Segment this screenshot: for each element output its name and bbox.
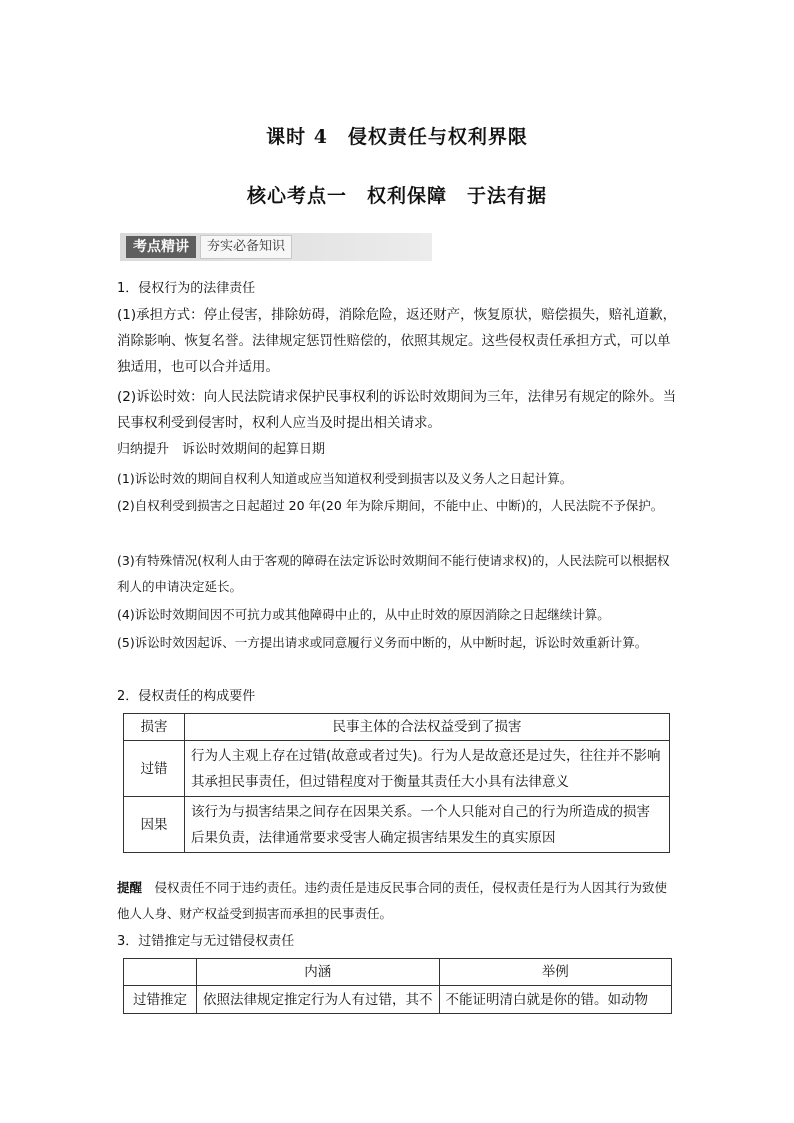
- summary-item-5: (5)诉讼时效因起诉、一方提出请求或同意履行义务而中断的，从中断时起，诉讼时效重新计算。: [117, 635, 648, 650]
- banner-subtitle: 夯实必备知识: [200, 235, 292, 259]
- row-label: 过错推定: [124, 986, 197, 1014]
- fault-table: [123, 958, 672, 1014]
- reminder-label: 提醒: [117, 880, 143, 895]
- row-label: 损害: [124, 714, 185, 741]
- row-label: 过错: [124, 741, 185, 797]
- row-meaning: 依照法律规定推定行为人有过错，其不: [197, 986, 440, 1014]
- table-header-row: [124, 959, 672, 986]
- section1-paragraph-1: (1)承担方式：停止侵害，排除妨碍，消除危险，返还财产，恢复原状，赔偿损失，赔礼道歉，消除影响、恢复名誉。法律规定惩罚性赔偿的，依照其规定。这些侵权责任承担方式，可以单独适用，也可以合并适用。: [117, 307, 677, 375]
- banner-tag: 考点精讲: [126, 236, 196, 258]
- elements-table: [123, 713, 670, 853]
- row-content: 民事主体的合法权益受到了损害: [185, 714, 670, 741]
- table-row: [124, 741, 670, 797]
- table-row: [124, 714, 670, 741]
- summary-heading: 归纳提升 诉讼时效期间的起算日期: [117, 442, 326, 457]
- column-header: [124, 959, 197, 986]
- reminder-text: 侵权责任不同于违约责任。违约责任是违反民事合同的责任，侵权责任是行为人因其行为致使他人人身、财产权益受到损害而承担的民事责任。: [117, 880, 668, 921]
- section-banner: [120, 233, 432, 261]
- row-content: 行为人主观上存在过错(故意或者过失)。行为人是故意还是过失，往往并不影响其承担民事责任，但过错程度对于衡量其责任大小具有法律意义: [185, 741, 670, 797]
- table-row: [124, 986, 672, 1014]
- reminder: [117, 875, 679, 926]
- section1-heading: 1．侵权行为的法律责任: [117, 281, 256, 296]
- core-point-title: 核心考点一 权利保障 于法有据: [246, 185, 547, 207]
- row-example: 不能证明清白就是你的错。如动物: [439, 986, 672, 1014]
- table-row: [124, 797, 670, 853]
- summary-item-3: (3)有特殊情况(权利人由于客观的障碍在法定诉讼时效期间不能行使请求权)的，人民法院可以根据权利人的申请决定延长。: [117, 553, 670, 594]
- row-label: 因果: [124, 797, 185, 853]
- column-header: 举例: [439, 959, 672, 986]
- section2-heading: 2．侵权责任的构成要件: [117, 689, 256, 704]
- row-content: 该行为与损害结果之间存在因果关系。一个人只能对自己的行为所造成的损害后果负责，法律通常要求受害人确定损害结果发生的真实原因: [185, 797, 670, 853]
- lesson-title: 课时 4 侵权责任与权利界限: [266, 126, 528, 148]
- summary-item-4: (4)诉讼时效期间因不可抗力或其他障碍中止的，从中止时效的原因消除之日起继续计算。: [117, 607, 610, 622]
- summary-item-1: (1)诉讼时效的期间自权利人知道或应当知道权利受到损害以及义务人之日起计算。: [117, 471, 573, 486]
- section1-paragraph-2: (2)诉讼时效：向人民法院请求保护民事权利的诉讼时效期间为三年，法律另有规定的除外。当民事权利受到侵害时，权利人应当及时提出相关请求。: [117, 389, 677, 431]
- section3-heading: 3．过错推定与无过错侵权责任: [117, 934, 295, 949]
- summary-item-2: (2)自权利受到损害之日起超过 20 年(20 年为除斥期间，不能中止、中断)的，人民法院不予保护。: [117, 498, 664, 513]
- column-header: 内涵: [197, 959, 440, 986]
